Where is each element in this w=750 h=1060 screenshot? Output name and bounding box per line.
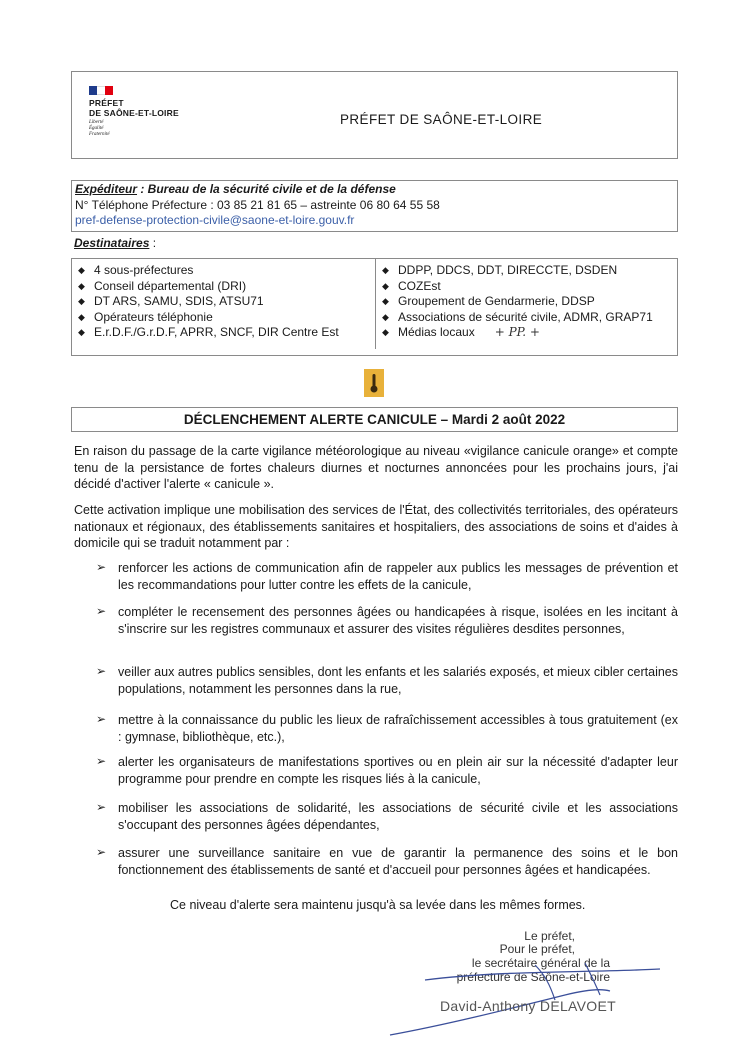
arrow-bullet-icon: ➢ [96,604,107,618]
marianne-logo [89,86,113,95]
recipient-item: ◆ Associations de sécurité civile, ADMR, GRAP71 [382,309,653,324]
intro-paragraph: En raison du passage de la carte vigilance météorologique au niveau «vigilance canicule orange» et compte tenu de la persistance de fortes chaleurs diurnes et nocturnes annoncées pour les prochains jours, j'ai décidé d'activer l'alerte « canicule ». [74,444,678,491]
prefecture-title: PRÉFET DE SAÔNE-ET-LOIRE [340,112,543,127]
signature-line2: Pour le préfet, [499,942,575,956]
recipient-item: ◆ Opérateurs téléphonie [78,309,213,324]
recipients-right-column [380,263,674,341]
thermometer-icon [364,369,384,397]
activation-paragraph: Cette activation implique une mobilisation des services de l'État, des collectivités territoriales, des opérateurs nationaux et régionaux, des établissements sanitaires et hospitaliers, des associations de soins et d'aides à domicile qui se traduit notamment par : [74,503,678,550]
signature-line4: préfecture de Saône-et-Loire [456,970,610,984]
recipients-left-column [76,259,376,349]
action-item: renforcer les actions de communication afin de rappeler aux publics les messages de prévention et les recommandations pour lutter contre les effets de la canicule, [118,561,678,592]
recipient-item: ◆ E.r.D.F./G.r.D.F, APRR, SNCF, DIR Centre Est [78,325,339,339]
signatory-name: David-Anthony DELAVOET [440,998,616,1014]
arrow-bullet-icon: ➢ [96,800,107,814]
recipient-item: ◆ COZEst [382,278,441,293]
recipient-item: ◆ DDPP, DDCS, DDT, DIRECCTE, DSDEN [382,263,618,277]
signature-line3: le secrétaire général de la [471,956,610,970]
handwritten-note: + PP. + [494,325,540,339]
action-item: assurer une surveillance sanitaire en vue de garantir la permanence des soins et le bon fonctionnement des établissements de santé et d'accueil pour personnes âgées et handicapées. [118,846,678,877]
motto-fraternite: Fraternité [89,132,110,137]
arrow-bullet-icon: ➢ [96,712,107,726]
sender-email-link[interactable]: pref-defense-protection-civile@saone-et-loire.gouv.fr [75,213,355,227]
sender-org: : Bureau de la sécurité civile et de la défense [137,182,396,196]
action-item: mobiliser les associations de solidarité, les associations de sécurité civile et les associations s'occupant des personnes âgées dépendantes, [118,801,678,832]
motto-liberte: Liberté [89,120,104,125]
alert-title: DÉCLENCHEMENT ALERTE CANICULE – Mardi 2 août 2022 [71,407,678,432]
logo-line1: PRÉFET [89,98,124,108]
sender-label: Expéditeur [75,182,138,196]
arrow-bullet-icon: ➢ [96,845,107,859]
action-item: veiller aux autres publics sensibles, dont les enfants et les salariés exposés, et mieux cibler certaines populations, notamment les personnes dans la rue, [118,665,678,696]
recipient-item: ◆ DT ARS, SAMU, SDIS, ATSU71 [78,294,264,308]
recipient-item: ◆ Groupement de Gendarmerie, DDSP [382,294,595,308]
logo-line2: DE SAÔNE-ET-LOIRE [89,108,179,118]
recipients-box [71,258,678,356]
action-item: alerter les organisateurs de manifestations sportives ou en plein air sur la nécessité d'adapter leur programme pour prendre en compte les risques liés à la canicule, [118,755,678,786]
arrow-bullet-icon: ➢ [96,560,107,574]
sender-box [71,180,678,232]
recipient-item: ◆ Conseil départemental (DRI) [78,278,247,293]
arrow-bullet-icon: ➢ [96,664,107,678]
action-item: compléter le recensement des personnes âgées ou handicapées à risque, isolées en les incitant à s'inscrire sur les registres communaux et assurer des visites régulières desdites personnes, [118,605,678,636]
header-box [71,71,678,159]
arrow-bullet-icon: ➢ [96,754,107,768]
recipients-label: Destinataires : [74,236,157,250]
recipient-item: ◆ Médias locaux + PP. + [382,325,540,339]
signature-line1: Le préfet, [524,929,575,943]
closing-sentence: Ce niveau d'alerte sera maintenu jusqu'à sa levée dans les mêmes formes. [170,898,586,912]
sender-line [75,182,674,198]
sender-phone: N° Téléphone Préfecture : 03 85 21 81 65 – astreinte 06 80 64 55 58 [75,197,440,212]
recipient-item: ◆ 4 sous-préfectures [78,263,194,277]
action-item: mettre à la connaissance du public les lieux de rafraîchissement accessibles à tous gratuitement (ex : gymnase, bibliothèque, etc.), [118,713,678,744]
motto-egalite: Égalité [89,126,104,131]
